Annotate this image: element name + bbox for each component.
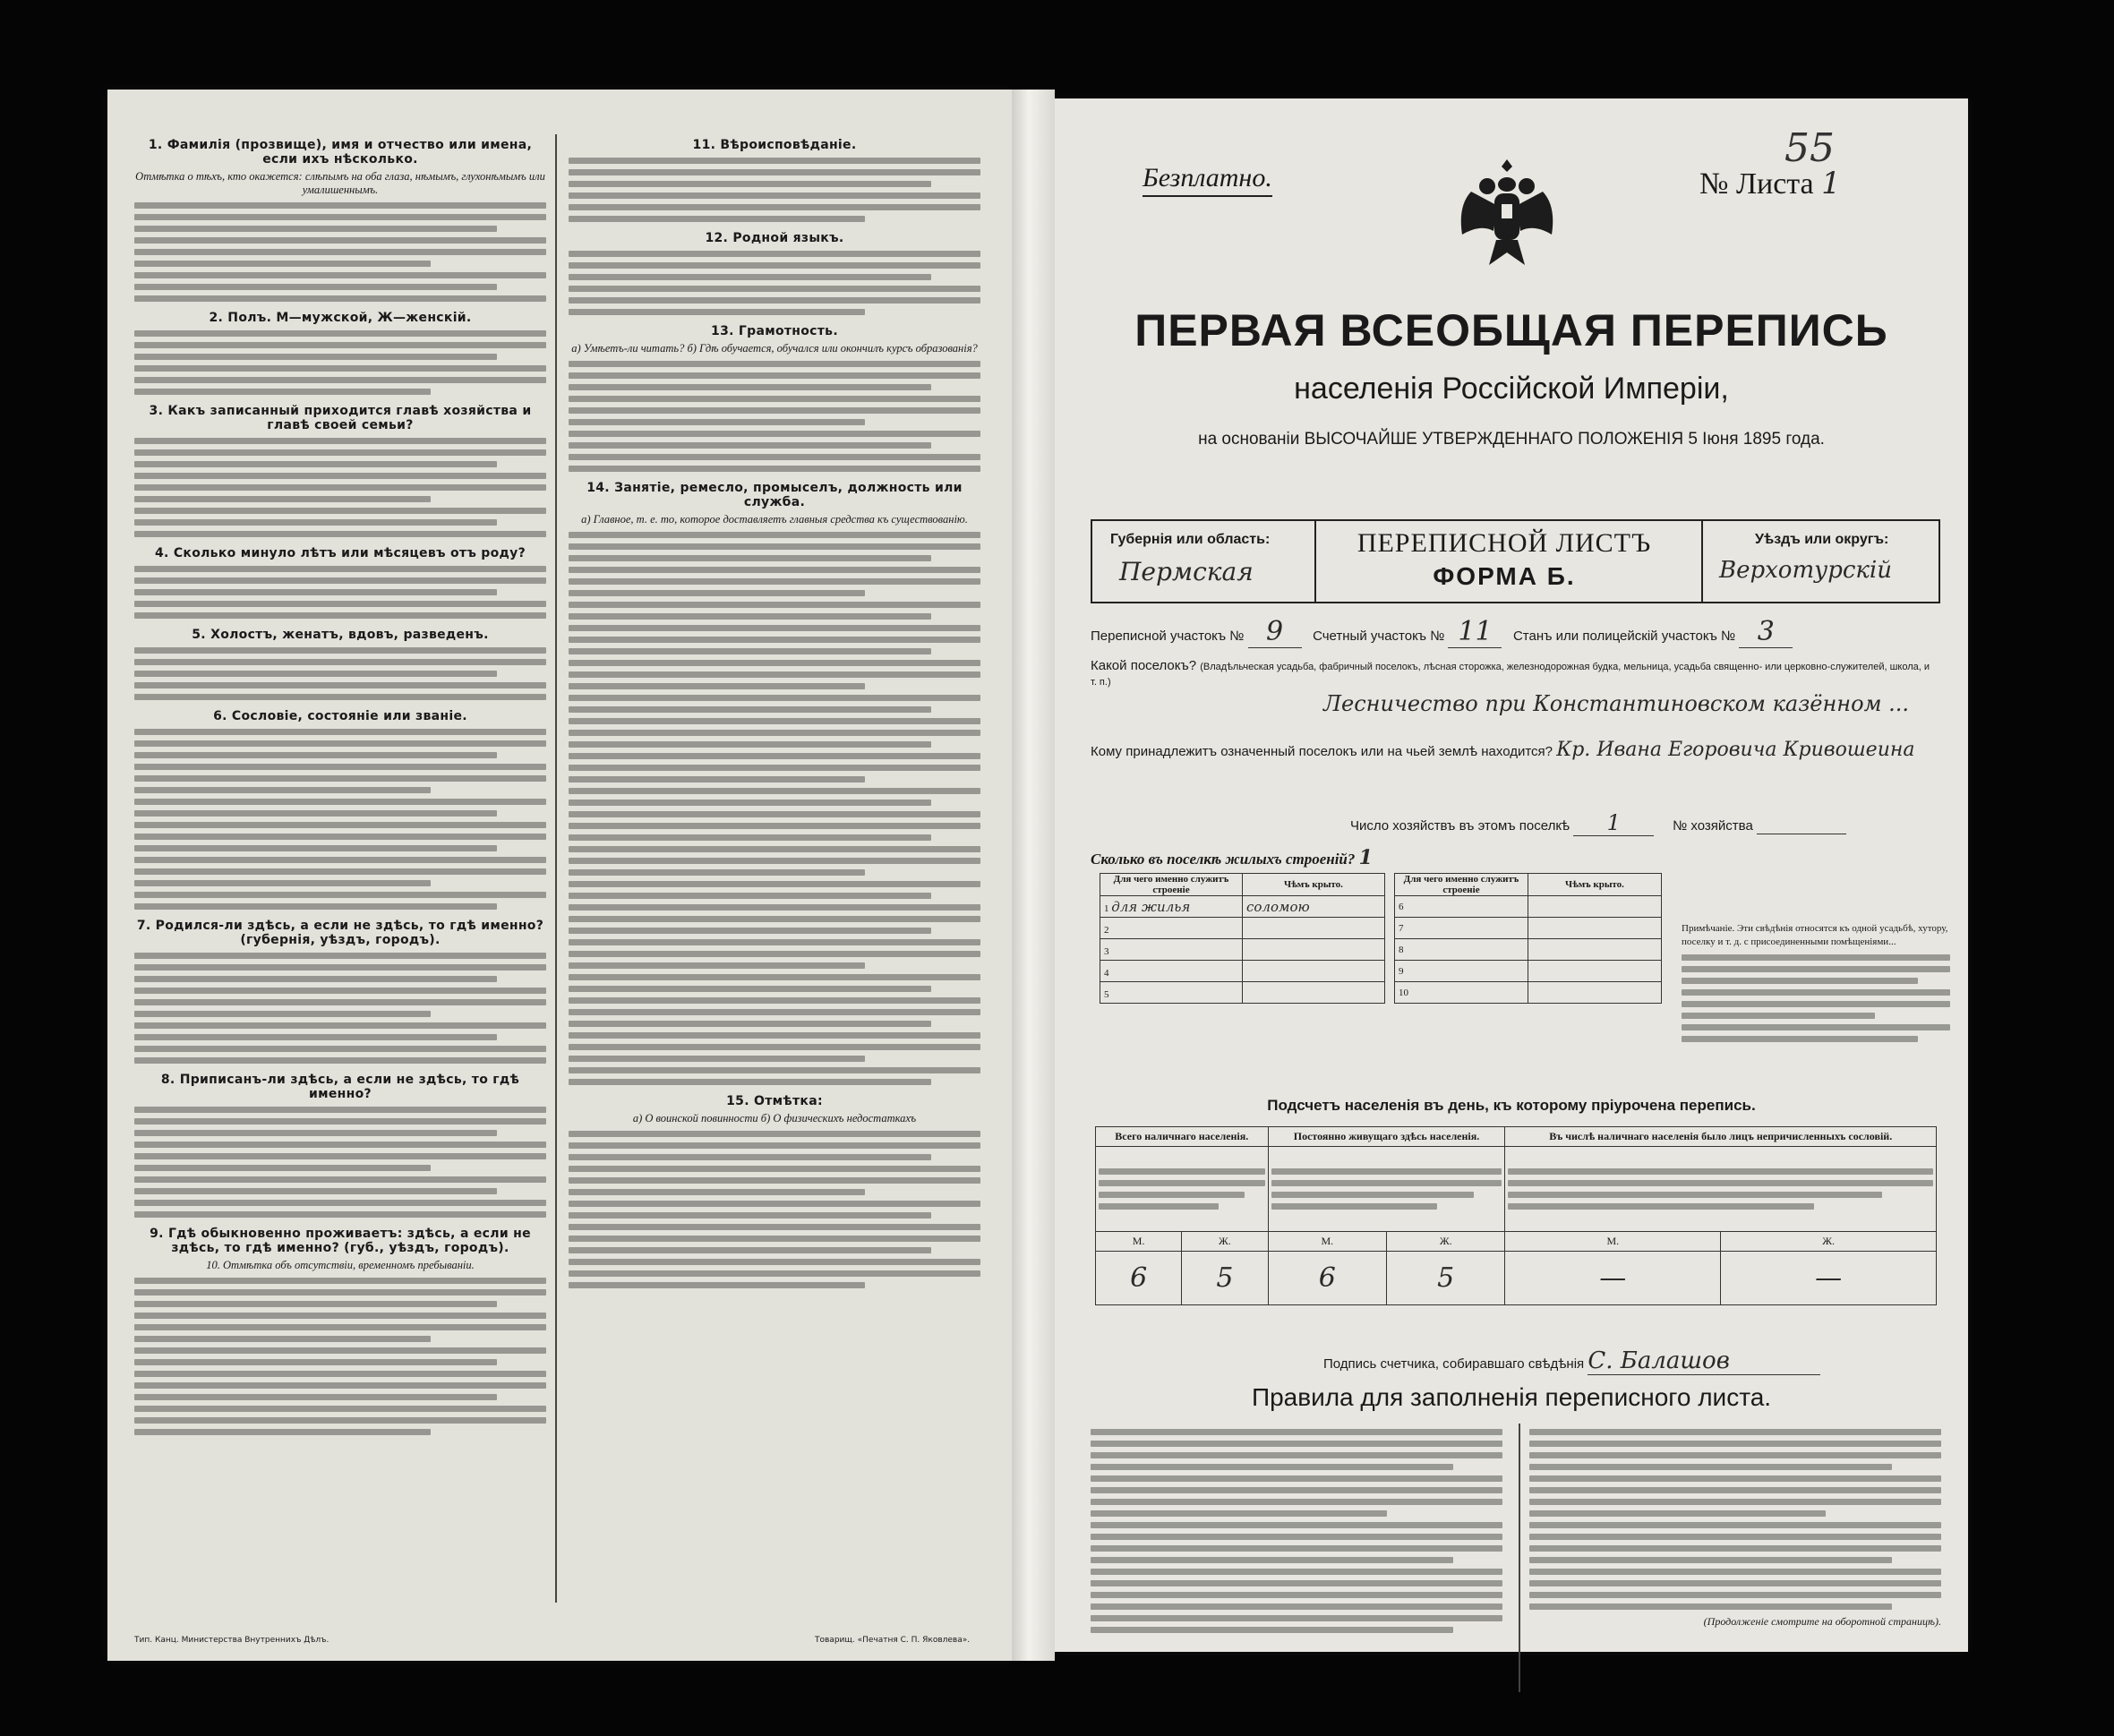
owner-row: Кому принадлежитъ означенный поселокъ или на чьей землѣ находится? Кр. Ивана Егоровича Кривошеина [1091, 739, 1915, 761]
population-count-cell: 5 [1386, 1252, 1504, 1305]
population-table: Всего наличнаго населенія. Постоянно живущаго здѣсь населенія. Въ числѣ наличнаго населенія было лицъ непричисленныхъ сословій. М. Ж. М. Ж. М. Ж. 6 5 6 5 — — [1095, 1126, 1937, 1305]
instruction-subheading: 10. Отмѣтка объ отсутствіи, временномъ пребываніи. [206, 1259, 475, 1271]
form-header-box [1091, 519, 1940, 603]
instruction-section [569, 231, 980, 315]
census-title: ПЕРВАЯ ВСЕОБЩАЯ ПЕРЕПИСЬ [1134, 305, 1888, 355]
book-gutter [1012, 90, 1055, 1661]
free-label: Безплатно. [1143, 163, 1272, 192]
instruction-heading: 14. Занятіе, ремесло, промыселъ, должность или служба. [586, 481, 963, 509]
instruction-heading: 11. Вѣроисповѣданіе. [692, 138, 857, 152]
guberniya-value: Пермская [1119, 557, 1254, 586]
population-count-cell: 6 [1096, 1252, 1182, 1305]
instruction-section [134, 919, 546, 1064]
instruction-heading: 2. Полъ. М—мужской, Ж—женскій. [209, 311, 472, 325]
instruction-section [569, 138, 980, 222]
printer-footer-right: Товарищ. «Печатня С. П. Яковлева». [815, 1636, 971, 1645]
table-row: 8 [1395, 939, 1662, 961]
instruction-heading: 7. Родился-ли здѣсь, а если не здѣсь, то гдѣ именно? (губернія, уѣздъ, городъ). [136, 919, 544, 947]
sex-column-label: Ж. [1386, 1232, 1504, 1252]
sex-column-label: Ж. [1182, 1232, 1268, 1252]
rules-divider [1519, 1424, 1520, 1692]
table-row: 10 [1395, 982, 1662, 1004]
instruction-heading: 15. Отмѣтка: [726, 1094, 823, 1108]
instruction-heading: 6. Сословіе, состояніе или званіе. [213, 709, 467, 723]
uezd-value: Верхотурскій [1719, 557, 1892, 584]
buildings-table: Для чего именно служитъ строеніе Чѣмъ крыто. 1 для жилья соломою 2 3 4 5 Для чего именно служитъ строеніе Чѣмъ крыто. 6 7 8 9 10 [1100, 873, 1662, 1004]
rules-title: Правила для заполненія переписного листа. [1251, 1383, 1772, 1411]
rules-column-right [1529, 1424, 1941, 1629]
legal-basis: на основаніи ВЫСОЧАЙШЕ УТВЕРЖДЕННАГО ПОЛОЖЕНІЯ 5 Іюня 1895 года. [1198, 430, 1825, 449]
instruction-heading: 5. Холостъ, женатъ, вдовъ, разведенъ. [192, 628, 489, 642]
form-title: ПЕРЕПИСНОЙ ЛИСТЪ [1357, 528, 1652, 558]
instruction-section [134, 628, 546, 700]
district-numbers-row: Переписной участокъ № 9 Счетный участокъ № 11 Станъ или полицейскій участокъ № 3 [1091, 616, 1793, 648]
instruction-subheading: а) О воинской повинности б) О физическихъ недостаткахъ [632, 1112, 917, 1125]
instruction-section [134, 311, 546, 395]
left-page-instructions [107, 90, 1012, 1661]
table-row: 4 [1100, 961, 1385, 982]
settlement-type-row: Какой поселокъ? (Владѣльческая усадьба, фабричный поселокъ, лѣсная сторожка, железнодорожная будка, мельница, усадьба священно- или церковно-служителей, школа, и т. п.) [1091, 658, 1930, 688]
households-row: Число хозяйствъ въ этомъ поселкѣ 1 № хозяйства [1350, 810, 1846, 836]
right-page-census-form [1055, 98, 1968, 1652]
instruction-heading: 3. Какъ записанный приходится главѣ хозяйства и главѣ своей семьи? [149, 404, 532, 432]
handwritten-archive-number: 55 [1784, 125, 1835, 171]
sex-column-label: М. [1505, 1232, 1721, 1252]
population-count-title: Подсчетъ населенія въ день, къ которому пріурочена перепись. [1267, 1097, 1756, 1114]
table-row: 2 [1100, 918, 1385, 939]
buildings-row: Сколько въ поселкѣ жилыхъ строеній? 1 [1091, 846, 1373, 869]
population-count-cell: 6 [1268, 1252, 1386, 1305]
guberniya-label: Губернія или область: [1110, 532, 1271, 547]
instruction-subheading: а) Главное, т. е. то, которое доставляетъ главныя средства къ существованію. [581, 513, 968, 526]
instruction-heading: 1. Фамилія (прозвище), имя и отчество или имена, если ихъ нѣсколько. [148, 138, 533, 167]
instruction-subheading: Отмѣтка о тѣхъ, кто окажется: слѣпымъ на оба глаза, нѣмымъ, глухонѣмымъ или умалишеннымъ. [135, 170, 545, 196]
instruction-section [134, 1073, 546, 1218]
instruction-heading: 8. Приписанъ-ли здѣсь, а если не здѣсь, то гдѣ именно? [160, 1073, 520, 1101]
instruction-section [134, 546, 546, 619]
sex-column-label: М. [1268, 1232, 1386, 1252]
signature-row: Подпись счетчика, собиравшаго свѣдѣнія С. Балашов [1323, 1347, 1820, 1375]
instruction-section [134, 709, 546, 910]
population-count-cell: — [1721, 1252, 1937, 1305]
table-row: 6 [1395, 896, 1662, 918]
instruction-section [569, 1094, 980, 1288]
sex-column-label: Ж. [1721, 1232, 1937, 1252]
population-count-cell: — [1505, 1252, 1721, 1305]
instruction-section [569, 324, 980, 472]
settlement-type-value: Лесничество при Константиновском казённом ... [1323, 691, 1909, 716]
table-row: 7 [1395, 918, 1662, 939]
instruction-section [134, 1227, 546, 1435]
table-row: 1 для жилья соломою [1100, 896, 1385, 918]
instruction-section [134, 404, 546, 537]
uezd-label: Уѣздъ или округъ: [1755, 532, 1889, 547]
instruction-heading: 12. Родной языкъ. [705, 231, 844, 245]
buildings-note: Примѣчаніе. Эти свѣдѣнія относятся къ одной усадьбѣ, хутору, поселку и т. д. с присоединенными помѣщеніями... [1682, 922, 1950, 1048]
form-subtitle: ФОРМА Б. [1433, 562, 1576, 590]
sheet-number: № Листа 1 [1699, 166, 1841, 201]
table-row: 5 [1100, 982, 1385, 1004]
sex-column-label: М. [1096, 1232, 1182, 1252]
double-headed-eagle-emblem [1453, 152, 1561, 278]
instruction-heading: 9. Гдѣ обыкновенно проживаетъ: здѣсь, а если не здѣсь, то гдѣ именно? (губ., уѣздъ, городъ). [150, 1227, 531, 1255]
instruction-section [569, 481, 980, 1085]
instruction-section [134, 138, 546, 302]
instructions-column-left [134, 134, 546, 1612]
rules-column-left [1091, 1424, 1502, 1638]
printer-footer-left: Тип. Канц. Министерства Внутреннихъ Дѣлъ. [134, 1636, 330, 1645]
instruction-heading: 4. Сколько минуло лѣтъ или мѣсяцевъ отъ роду? [154, 546, 526, 560]
table-row: 9 [1395, 961, 1662, 982]
instruction-heading: 13. Грамотность. [711, 324, 838, 338]
table-row: 3 [1100, 939, 1385, 961]
continued-note: (Продолженіе смотрите на оборотной страницѣ). [1703, 1615, 1941, 1628]
column-divider [555, 134, 557, 1603]
census-subtitle: населенія Россійской Имперіи, [1294, 372, 1729, 406]
instructions-column-right [569, 134, 980, 1612]
population-count-cell: 5 [1182, 1252, 1268, 1305]
instruction-subheading: а) Умѣетъ-ли читать? б) Гдѣ обучается, обучался или окончилъ курсъ образованія? [571, 342, 978, 355]
